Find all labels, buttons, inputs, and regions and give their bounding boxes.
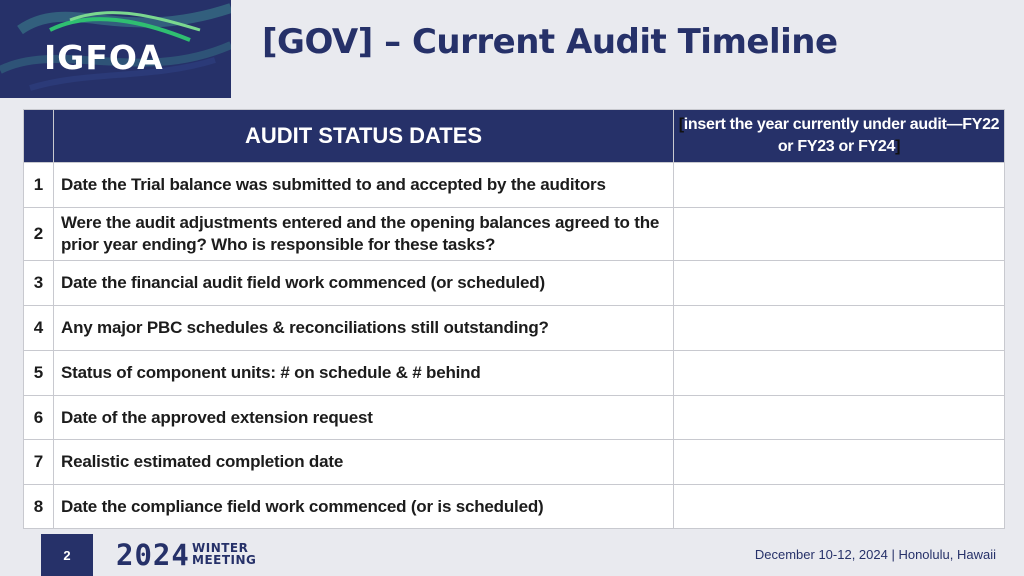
row-number: 4 [24,306,54,351]
row-value-cell[interactable] [674,208,1005,261]
logo-text: IGFOA [44,38,164,77]
table-row [24,208,1005,261]
row-value-cell[interactable] [674,351,1005,396]
row-number: 5 [24,351,54,396]
event-name-line1: WINTER [192,541,249,555]
table-row [24,261,1005,306]
table-row [24,306,1005,351]
logo [0,0,231,98]
row-value-cell[interactable] [674,396,1005,440]
row-number: 6 [24,396,54,440]
row-value-cell[interactable] [674,440,1005,485]
slide-title: [GOV] – Current Audit Timeline [262,22,838,62]
header-audit-status-dates: AUDIT STATUS DATES [54,110,674,163]
table-row [24,396,1005,440]
row-description: Date the Trial balance was submitted to and accepted by the auditors [54,163,674,208]
event-name [192,542,256,566]
event-name-line2: MEETING [192,553,257,567]
table-row [24,163,1005,208]
row-number: 7 [24,440,54,485]
row-value-cell[interactable] [674,261,1005,306]
table-row [24,440,1005,485]
event-info: December 10-12, 2024 | Honolulu, Hawaii [754,547,996,562]
row-number: 2 [24,208,54,261]
row-description: Were the audit adjustments entered and the opening balances agreed to the prior year ending? Who is responsible for these tasks? [54,208,674,261]
row-number: 3 [24,261,54,306]
table-row [24,351,1005,396]
audit-status-table [23,109,1005,529]
row-description: Date the financial audit field work commenced (or scheduled) [54,261,674,306]
header-year-open-bracket: [ [678,116,684,133]
row-value-cell[interactable] [674,163,1005,208]
event-year: 2024 [116,538,190,572]
row-description: Status of component units: # on schedule & # behind [54,351,674,396]
row-description: Any major PBC schedules & reconciliations still outstanding? [54,306,674,351]
header-year-close-bracket: ] [895,138,901,155]
row-value-cell[interactable] [674,485,1005,529]
row-description: Date the compliance field work commenced (or is scheduled) [54,485,674,529]
row-number: 1 [24,163,54,208]
table-row [24,485,1005,529]
row-number: 8 [24,485,54,529]
header-year-text: insert the year currently under audit—FY22 or FY23 or FY24 [683,116,1000,155]
row-description: Realistic estimated completion date [54,440,674,485]
page-number: 2 [41,534,93,576]
header-year-placeholder [674,110,1005,163]
header-blank-cell [24,110,54,163]
table-header-row [24,110,1005,163]
row-value-cell[interactable] [674,306,1005,351]
row-description: Date of the approved extension request [54,396,674,440]
